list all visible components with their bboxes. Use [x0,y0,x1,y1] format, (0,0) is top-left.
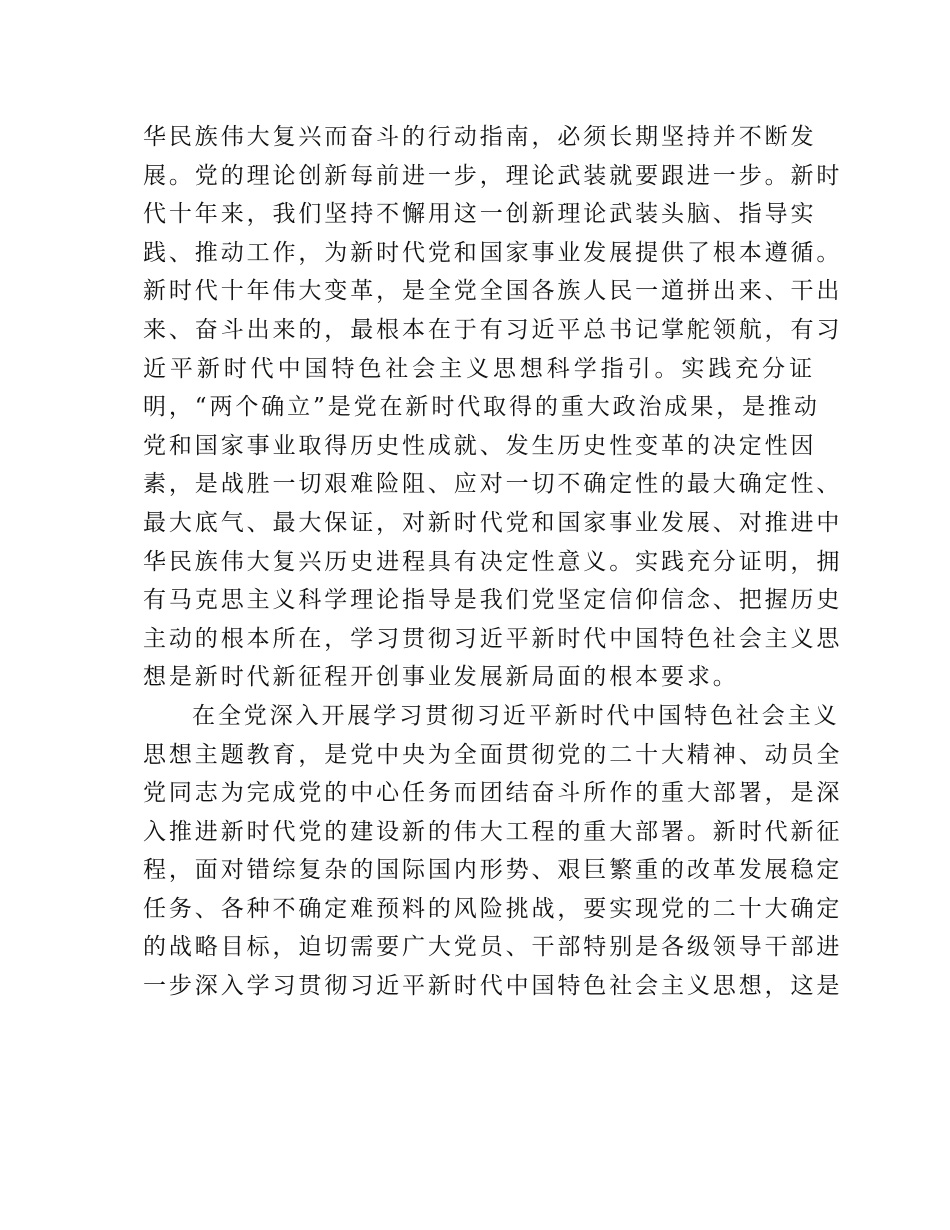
paragraph-line: 近平新时代中国特色社会主义思想科学指引。实践充分证 [143,355,815,382]
paragraph-line: 践、推动工作，为新时代党和国家事业发展提供了根本遵循。 [143,239,843,266]
paragraph-line: 的战略目标，迫切需要广大党员、干部特别是各级领导干部进 [143,934,843,961]
paragraph-line: 有马克思主义科学理论指导是我们党坚定信仰信念、把握历史 [143,587,843,614]
paragraph-line: 想是新时代新征程开创事业发展新局面的根本要求。 [143,664,739,691]
paragraph-line: 来、奋斗出来的，最根本在于有习近平总书记掌舵领航，有习 [143,316,843,343]
paragraph-line: 最大底气、最大保证，对新时代党和国家事业发展、对推进中 [143,509,843,536]
paragraph-line: 任务、各种不确定难预料的风险挑战，要实现党的二十大确定 [143,895,843,922]
paragraph-line: 主动的根本所在，学习贯彻习近平新时代中国特色社会主义思 [143,625,843,652]
paragraph-2 [143,697,843,1006]
paragraph-line: 华民族伟大复兴而奋斗的行动指南，必须长期坚持并不断发 [143,124,817,150]
paragraph-line: 华民族伟大复兴历史进程具有决定性意义。实践充分证明，拥 [143,548,843,575]
paragraph-line: 明，“两个确立”是党在新时代取得的重大政治成果，是推动 [143,394,820,421]
paragraph-line: 在全党深入开展学习贯彻习近平新时代中国特色社会主义 [192,702,840,729]
document-body [143,118,843,1006]
paragraph-line: 程，面对错综复杂的国际国内形势、艰巨繁重的改革发展稳定 [143,857,843,884]
paragraph-line: 新时代十年伟大变革，是全党全国各族人民一道拼出来、干出 [143,278,843,305]
paragraph-line: 党和国家事业取得历史性成就、发生历史性变革的决定性因 [143,432,817,459]
paragraph-line: 一步深入学习贯彻习近平新时代中国特色社会主义思想，这是 [143,973,843,1000]
paragraph-line: 党同志为完成党的中心任务而团结奋斗所作的重大部署，是深 [143,780,843,807]
paragraph-line: 代十年来，我们坚持不懈用这一创新理论武装头脑、指导实 [143,201,817,228]
paragraph-line: 思想主题教育，是党中央为全面贯彻党的二十大精神、动员全 [143,741,843,768]
paragraph-line: 素，是战胜一切艰难险阻、应对一切不确定性的最大确定性、 [143,471,843,498]
paragraph-1 [143,118,843,697]
paragraph-line: 入推进新时代党的建设新的伟大工程的重大部署。新时代新征 [143,818,843,845]
paragraph-line: 展。党的理论创新每前进一步，理论武装就要跟进一步。新时 [143,162,843,189]
